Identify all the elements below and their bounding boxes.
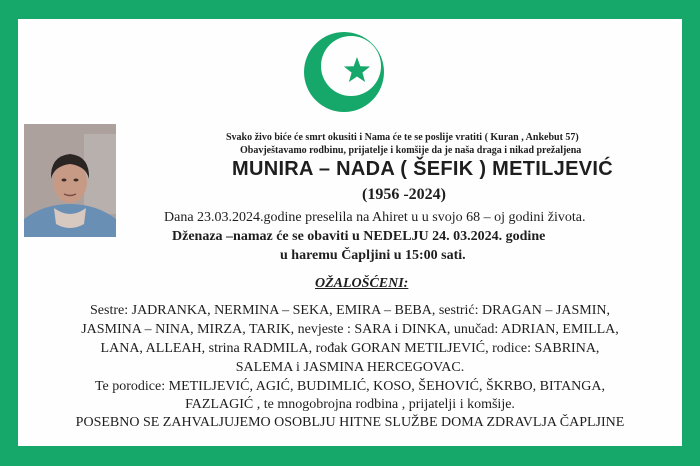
funeral-place-line: u haremu Čapljini u 15:00 sati. (280, 248, 466, 263)
mourners-line: LANA, ALLEAH, strina RADMILA, rođak GORAN METILJEVIĆ, rodice: SABRINA, (100, 341, 600, 356)
life-years: (1956 -2024) (362, 186, 446, 203)
mourners-line: Te porodice: METILJEVIĆ, AGIĆ, BUDIMLIĆ, KOSO, ŠEHOVIĆ, ŠKRBO, BITANGA, (94, 379, 606, 394)
notice-line: Obavještavamo rodbinu, prijatelje i komšije da je naša draga i nikad prežaljena (240, 145, 582, 156)
deceased-photo (24, 124, 116, 237)
obituary-card (18, 19, 682, 446)
mourners-line: JASMINA – NINA, MIRZA, TARIK, nevjeste : SARA i DINKA, unučad: ADRIAN, EMILLA, (81, 322, 619, 337)
thanks-line: POSEBNO SE ZAHVALJUJEMO OSOBLJU HITNE SLUŽBE DOMA ZDRAVLJA ČAPLJINE (75, 415, 625, 430)
deceased-name: MUNIRA – NADA ( ŠEFIK ) METILJEVIĆ (232, 158, 613, 180)
death-date-line: Dana 23.03.2024.godine preselila na Ahiret u u svojo 68 – oj godini života. (164, 210, 586, 225)
mourners-line: FAZLAGIĆ , te mnogobrojna rodbina , prijatelji i komšije. (185, 397, 515, 412)
mourners-line: SALEMA i JASMINA HERCEGOVAC. (235, 360, 465, 375)
mourners-heading: OŽALOŠĆENI: (315, 276, 409, 291)
quran-quote: Svako živo biće će smrt okusiti i Nama će te se poslije vratiti ( Kuran , Ankebut 57) (226, 132, 579, 143)
crescent-and-star-icon (302, 30, 386, 114)
mourners-line: Sestre: JADRANKA, NERMINA – SEKA, EMIRA – BEBA, sestrić: DRAGAN – JASMIN, (90, 303, 610, 318)
funeral-prayer-line: Dženaza –namaz će se obaviti u NEDELJU 24. 03.2024. godine (172, 229, 546, 244)
